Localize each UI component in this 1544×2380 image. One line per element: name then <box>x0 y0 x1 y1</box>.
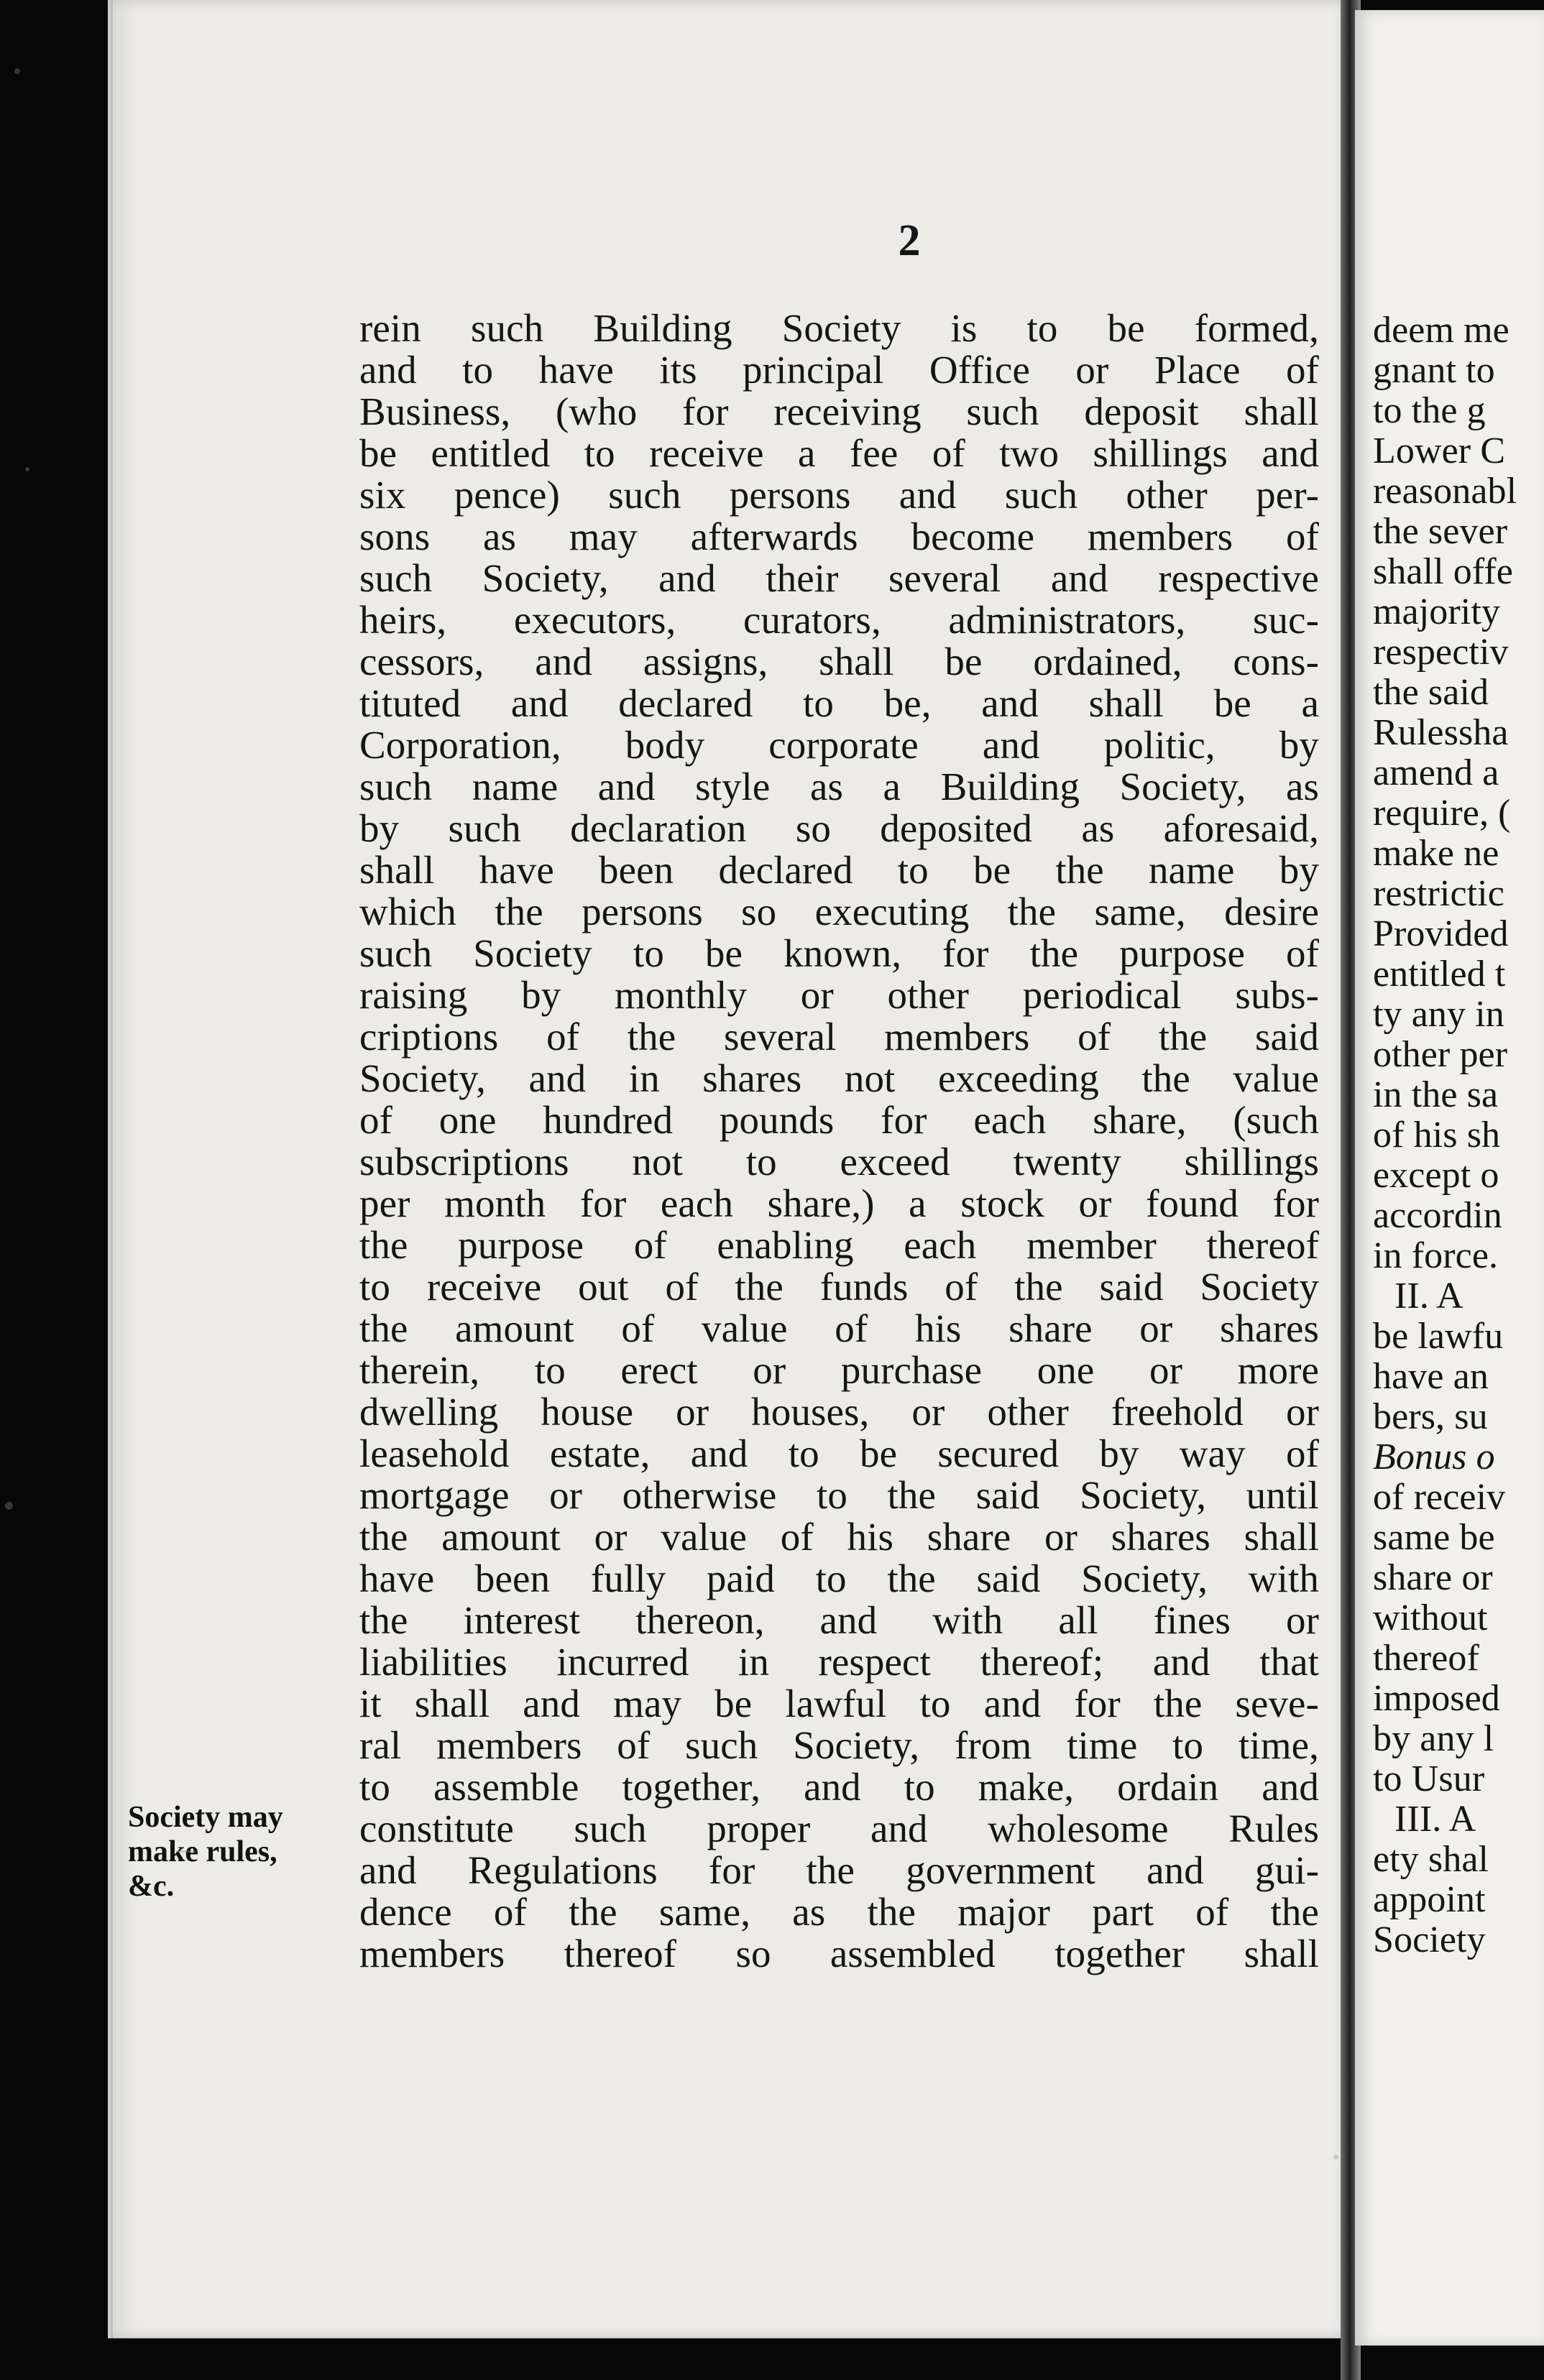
text-line: ral members of such Society, from time to time, <box>359 1723 1319 1767</box>
right-text-line: Bonus o <box>1373 1436 1495 1477</box>
right-text-line: except o <box>1373 1155 1499 1196</box>
right-text-line: to Usur <box>1373 1758 1485 1799</box>
right-text-line: shall offe <box>1373 551 1513 592</box>
dust-speck <box>25 467 29 471</box>
dust-speck <box>5 1502 13 1510</box>
text-line: Business, (who for receiving such deposit shall <box>359 389 1319 433</box>
right-text-line: the sever <box>1373 511 1508 552</box>
dust-speck <box>1333 2154 1338 2159</box>
text-line: which the persons so executing the same, desire <box>359 890 1319 933</box>
right-text-line: to the g <box>1373 390 1486 431</box>
dust-speck <box>14 68 20 74</box>
right-text-line: restrictic <box>1373 873 1504 914</box>
margin-note-line: make rules, <box>128 1835 277 1868</box>
text-line: to assemble together, and to make, ordain and <box>359 1765 1319 1809</box>
text-line: shall have been declared to be the name by <box>359 848 1319 892</box>
right-text-line: Provided <box>1373 913 1509 954</box>
right-text-line: other per <box>1373 1034 1508 1075</box>
text-line: rein such Building Society is to be formed, <box>359 306 1319 350</box>
page-number: 2 <box>898 216 921 265</box>
text-line: mortgage or otherwise to the said Society, until <box>359 1473 1319 1517</box>
text-line: Corporation, body corporate and politic, by <box>359 723 1319 767</box>
text-line: be entitled to receive a fee of two shillings and <box>359 431 1319 475</box>
text-line: such Society to be known, for the purpose of <box>359 931 1319 975</box>
right-text-line: be lawfu <box>1373 1316 1504 1357</box>
right-text-line: require, ( <box>1373 793 1511 834</box>
text-line: raising by monthly or other periodical subs- <box>359 973 1319 1017</box>
right-page-text-column <box>1355 0 1544 2380</box>
text-line: Society, and in shares not exceeding the value <box>359 1056 1319 1100</box>
text-line: the interest thereon, and with all fines or <box>359 1598 1319 1642</box>
text-line: therein, to erect or purchase one or more <box>359 1348 1319 1392</box>
text-line: sons as may afterwards become members of <box>359 515 1319 558</box>
right-text-line: the said <box>1373 672 1489 713</box>
text-line: six pence) such persons and such other per- <box>359 473 1319 517</box>
dust-speck <box>176 1850 196 1853</box>
right-text-line: have an <box>1373 1356 1489 1397</box>
text-line: tituted and declared to be, and shall be a <box>359 681 1319 725</box>
right-text-line: of receiv <box>1373 1477 1506 1518</box>
text-line: and to have its principal Office or Place of <box>359 348 1319 392</box>
right-text-line: bers, su <box>1373 1396 1488 1437</box>
right-text-line: thereof <box>1373 1638 1479 1679</box>
right-text-line: by any l <box>1373 1718 1494 1759</box>
right-text-line: imposed <box>1373 1678 1500 1719</box>
right-text-line: III. A <box>1394 1799 1476 1840</box>
text-line: constitute such proper and wholesome Rules <box>359 1807 1319 1850</box>
right-text-line: entitled t <box>1373 954 1506 995</box>
text-line: liabilities incurred in respect thereof; and that <box>359 1640 1319 1684</box>
text-line: such Society, and their several and respective <box>359 556 1319 600</box>
text-line: and Regulations for the government and gui- <box>359 1848 1319 1892</box>
right-text-line: share or <box>1373 1557 1493 1598</box>
text-line: the purpose of enabling each member thereof <box>359 1223 1319 1267</box>
right-text-line: gnant to <box>1373 350 1495 391</box>
margin-note <box>128 1800 344 1904</box>
right-text-line: without <box>1373 1597 1488 1638</box>
text-line: the amount of value of his share or shares <box>359 1306 1319 1350</box>
text-line: by such declaration so deposited as aforesaid, <box>359 806 1319 850</box>
text-line: to receive out of the funds of the said Society <box>359 1265 1319 1309</box>
text-line: criptions of the several members of the said <box>359 1015 1319 1058</box>
text-line: heirs, executors, curators, administrators, suc- <box>359 598 1319 642</box>
margin-note-line: Society may <box>128 1801 283 1834</box>
right-text-line: amend a <box>1373 752 1499 793</box>
right-text-line: II. A <box>1394 1276 1463 1316</box>
right-text-line: in force. <box>1373 1235 1499 1276</box>
text-line: of one hundred pounds for each share, (such <box>359 1098 1319 1142</box>
text-line: have been fully paid to the said Society, with <box>359 1556 1319 1600</box>
right-text-line: Society <box>1373 1919 1486 1960</box>
right-text-line: reasonabl <box>1373 471 1517 512</box>
right-text-line: of his sh <box>1373 1115 1501 1156</box>
right-text-line: deem me <box>1373 310 1509 351</box>
right-text-line: ty any in <box>1373 994 1504 1035</box>
right-text-line: respectiv <box>1373 632 1509 673</box>
text-line: it shall and may be lawful to and for the seve- <box>359 1682 1319 1725</box>
right-text-line: Rulessha <box>1373 712 1509 753</box>
right-text-line: same be <box>1373 1517 1495 1558</box>
text-line: dence of the same, as the major part of the <box>359 1890 1319 1934</box>
right-text-line: in the sa <box>1373 1074 1499 1115</box>
right-text-line: appoint <box>1373 1879 1486 1920</box>
text-line: per month for each share,) a stock or found for <box>359 1181 1319 1225</box>
right-text-line: accordin <box>1373 1195 1502 1236</box>
text-line: dwelling house or houses, or other freehold or <box>359 1390 1319 1434</box>
text-line: such name and style as a Building Society, as <box>359 765 1319 808</box>
text-line: the amount or value of his share or shares shall <box>359 1515 1319 1559</box>
right-text-line: majority <box>1373 591 1500 632</box>
margin-note-line: &c. <box>128 1870 175 1903</box>
left-page-edge <box>111 0 113 2338</box>
text-line: members thereof so assembled together shall <box>359 1932 1319 1975</box>
right-text-line: Lower C <box>1373 430 1506 471</box>
text-line: leasehold estate, and to be secured by way of <box>359 1431 1319 1475</box>
text-line: subscriptions not to exceed twenty shillings <box>359 1140 1319 1184</box>
right-text-line: make ne <box>1373 833 1499 874</box>
right-text-line: ety shal <box>1373 1839 1489 1880</box>
text-line: cessors, and assigns, shall be ordained, cons- <box>359 640 1319 683</box>
